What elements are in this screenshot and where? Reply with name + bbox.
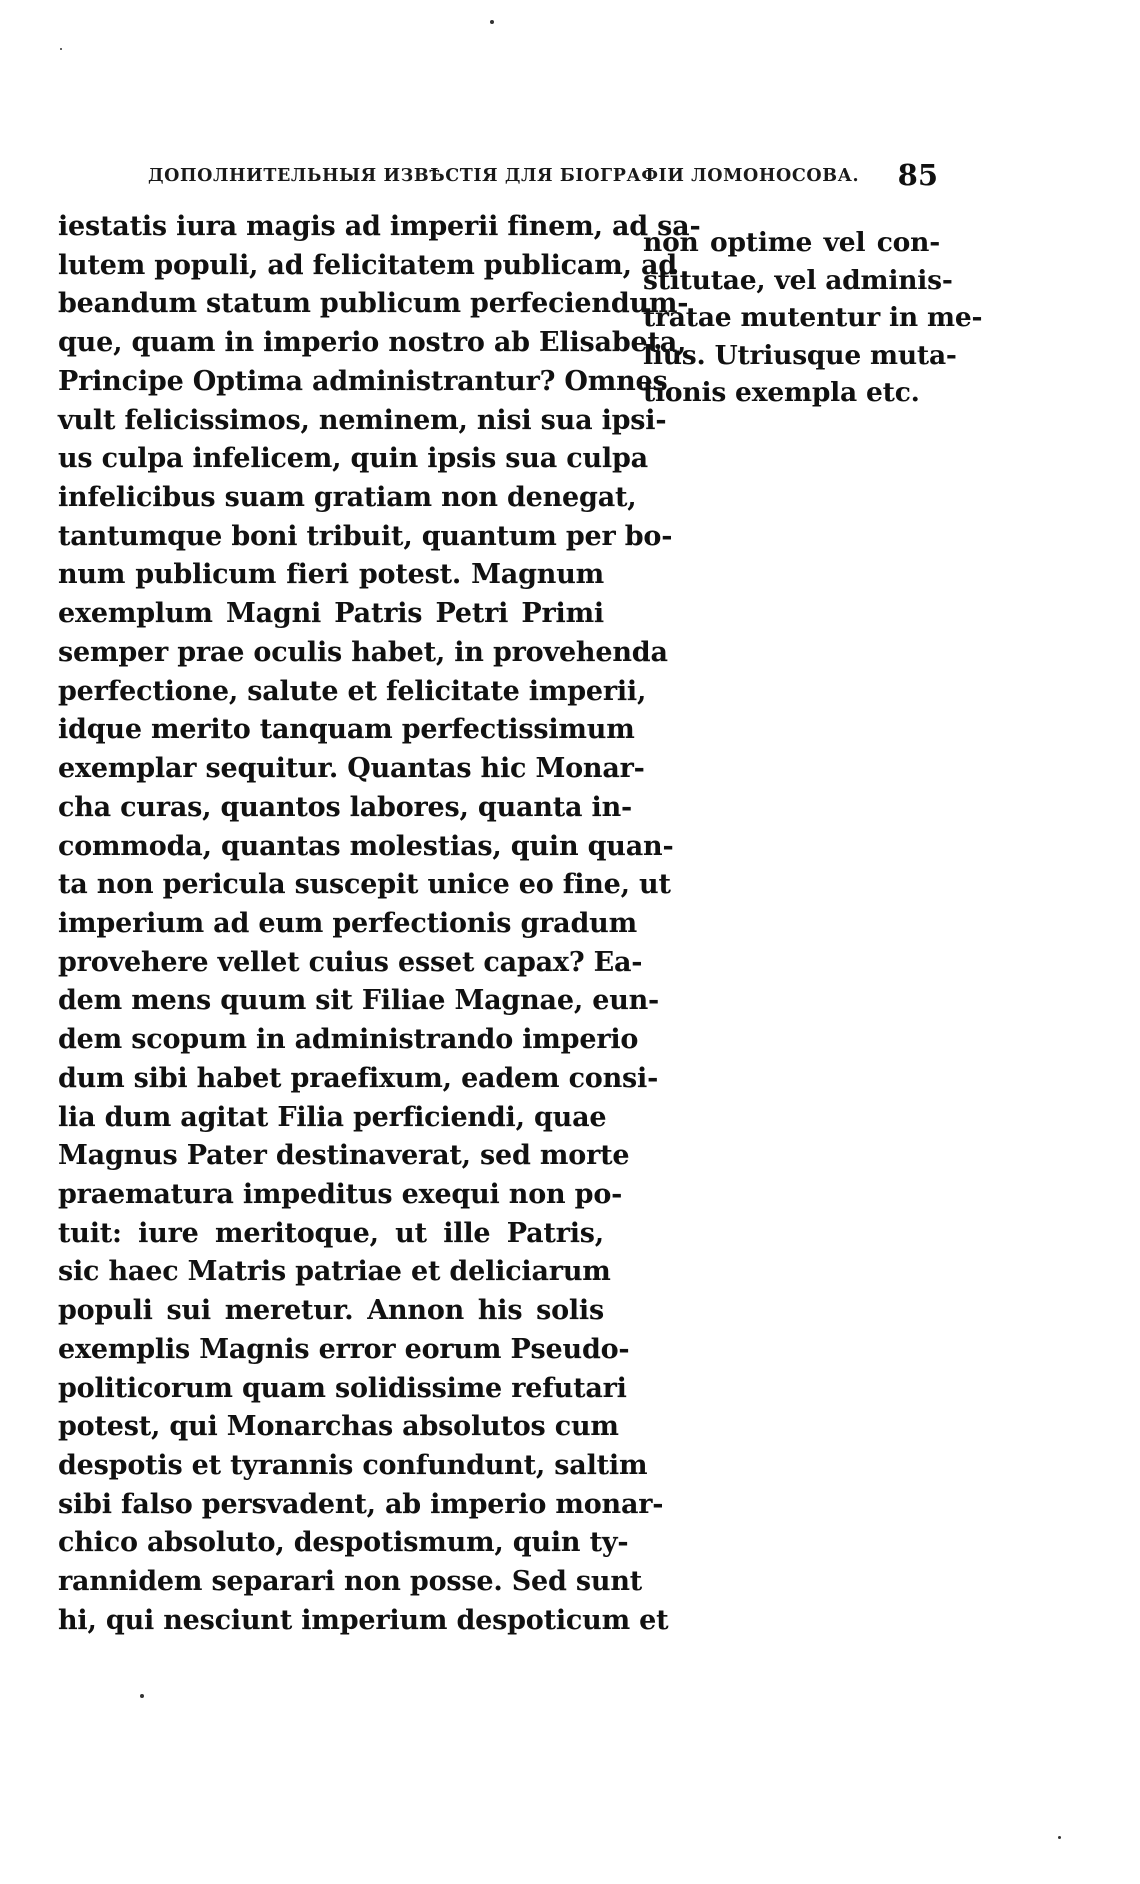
scan-speck [60,48,62,50]
text-line: Magnus Pater destinaverat, sed morte [58,1140,630,1172]
side-text-line: lius. Utriusque muta- [643,339,957,371]
page-header [148,158,938,198]
side-text-line: tratae mutentur in me- [643,302,983,333]
text-line: politicorum quam solidissime refutari [58,1372,627,1404]
scan-speck [1058,1836,1061,1839]
text-line: dem mens quum sit Filiae Magnae, eun- [58,985,660,1017]
text-line: ta non pericula suscepit unice eo fine, ut [58,869,671,901]
text-line: perfectione, salute et felicitate imperii, [58,675,647,707]
page-number: 85 [897,158,938,192]
side-text-line: non optime vel con- [643,227,940,258]
scan-speck [140,1694,144,1698]
text-line: lia dum agitat Filia perficiendi, quae [58,1101,607,1133]
text-line: dem scopum in administrando imperio [58,1024,639,1056]
text-line: despotis et tyrannis confundunt, saltim [58,1450,648,1481]
text-line: cha curas, quantos labores, quanta in- [58,791,633,823]
text-line: exemplis Magnis error eorum Pseudo- [58,1333,630,1365]
side-text-line: stitutae, vel adminis- [643,264,953,296]
text-line: rannidem separari non posse. Sed sunt [58,1566,643,1598]
text-line: semper prae oculis habet, in provehenda [58,636,668,668]
text-line: exemplum Magni Patris Petri Primi [58,598,604,630]
text-line: vult felicissimos, neminem, nisi sua ipsi- [58,404,667,436]
text-line: populi sui meretur. Annon his solis [58,1295,604,1327]
side-text-column [643,224,983,412]
text-line: hi, qui nesciunt imperium despoticum et [58,1604,669,1636]
text-line: beandum statum publicum perfeciendum- [58,288,689,320]
text-line: lutem populi, ad felicitatem publicam, ad [58,249,677,281]
text-line: Principe Optima administrantur? Omnes [58,365,668,397]
text-line: iestatis iura magis ad imperii finem, ad sa- [58,211,701,242]
running-head: ДОПОЛНИТЕЛЬНЫЯ ИЗВѢСТІЯ ДЛЯ БІОГРАФІИ ЛОМОНОСОВА. [148,166,860,186]
text-line: tuit: iure meritoque, ut ille Patris, [58,1217,604,1249]
text-line: praematura impeditus exequi non po- [58,1178,623,1210]
text-line: sic haec Matris patriae et deliciarum [58,1256,611,1288]
side-text-line: tionis exempla etc. [643,377,920,408]
text-line: exemplar sequitur. Quantas hic Monar- [58,753,645,785]
text-line: commoda, quantas molestias, quin quan- [58,830,674,862]
text-line: dum sibi habet praefixum, eadem consi- [58,1062,659,1094]
text-line: sibi falso persvadent, ab imperio monar- [58,1488,664,1520]
text-line: tantumque boni tribuit, quantum per bo- [58,520,673,552]
text-line: potest, qui Monarchas absolutos cum [58,1411,619,1443]
text-line: chico absoluto, despotismum, quin ty- [58,1527,629,1559]
text-line: provehere vellet cuius esset capax? Ea- [58,946,643,978]
text-line: num publicum fieri potest. Magnum [58,559,604,591]
text-line: infelicibus suam gratiam non denegat, [58,482,637,514]
text-line: us culpa infelicem, quin ipsis sua culpa [58,443,648,475]
text-line: imperium ad eum perfectionis gradum [58,907,637,939]
text-line: idque merito tanquam perfectissimum [58,714,635,746]
scan-speck [490,20,494,24]
text-line: que, quam in imperio nostro ab Elisabeta, [58,327,687,359]
main-text-column [58,208,701,1641]
